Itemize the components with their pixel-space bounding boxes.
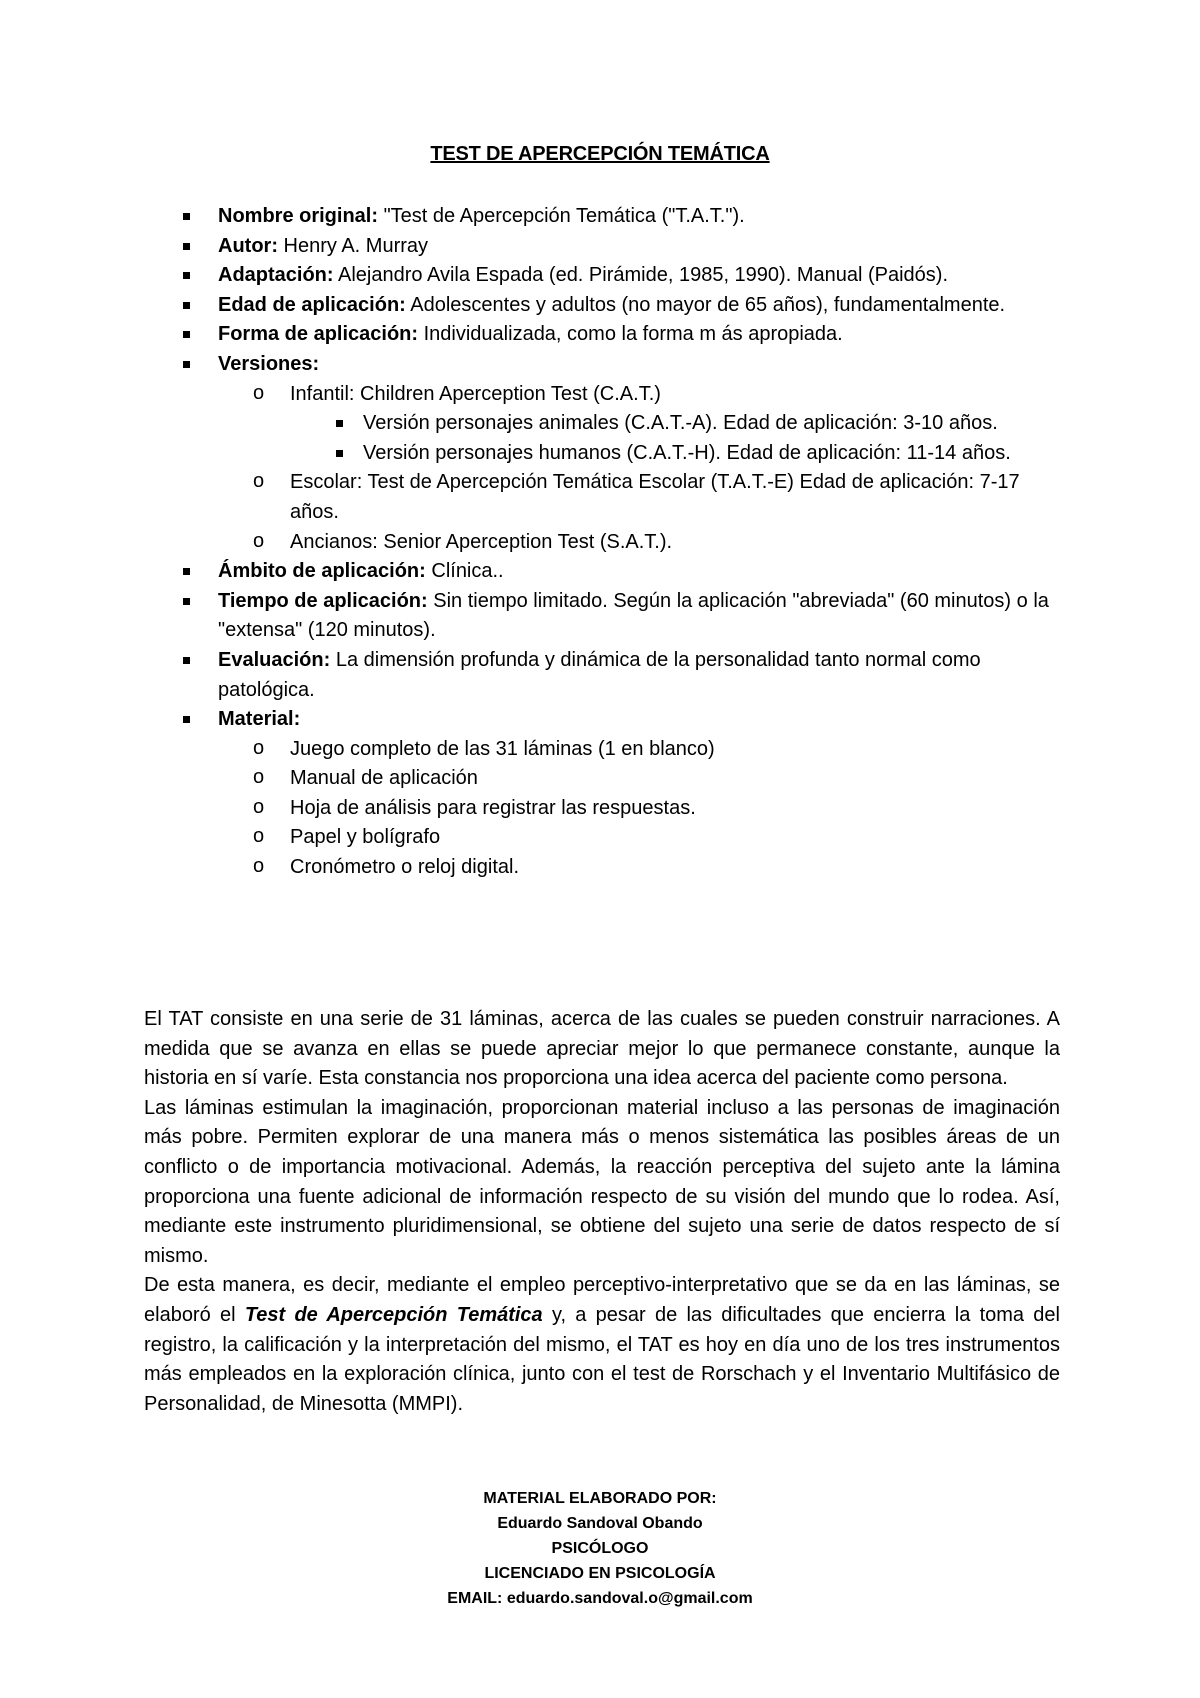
paragraph-1: El TAT consiste en una serie de 31 láminas, acerca de las cuales se pueden construir narraciones. A medida que se avanza en ellas se puede apreciar mejor lo que permanece constante, aunque la historia en sí varíe. Esta constancia nos proporciona una idea acerca del paciente como persona. bbox=[144, 1008, 1060, 1090]
fact-value: Adolescentes y adultos (no mayor de 65 años), fundamentalmente. bbox=[405, 293, 1006, 316]
fact-item-original-name bbox=[0, 202, 1080, 232]
fact-label: Nombre original: bbox=[218, 205, 379, 227]
fact-label: Edad de aplicación: bbox=[218, 293, 406, 316]
credits-author-name: Eduardo Sandoval Obando bbox=[497, 1515, 703, 1532]
material-item: o Juego completo de las 31 láminas (1 en blanco) bbox=[0, 735, 1070, 765]
paragraph-3-start: De esta manera, es decir, mediante el empleo perceptivo-interpretativo que se da en las láminas, se elaboró el bbox=[144, 1274, 1060, 1326]
version-text: Ancianos: Senior Aperception Test (S.A.T.). bbox=[290, 530, 673, 553]
material-item: o Hoja de análisis para registrar las respuestas. bbox=[0, 794, 1070, 824]
fact-value: Clínica.. bbox=[425, 560, 504, 583]
fact-item-adaptation bbox=[0, 261, 1080, 291]
fact-list bbox=[0, 202, 1200, 883]
author-credits bbox=[0, 1486, 1200, 1611]
materials-list bbox=[218, 735, 1080, 883]
paragraph-3-end: y, a pesar de las dificultades que encierra la toma del registro, la calificación y la interpretación del mismo, el TAT es hoy en día uno de los tres instrumentos más empleados en la exploración clínica, junto con el test de Rorschach y el Inventario Multifásico de Personalidad, de Minesotta (MMPI). bbox=[144, 1303, 1060, 1415]
fact-label: Evaluación: bbox=[218, 648, 331, 671]
fact-value: Alejandro Avila Espada (ed. Pirámide, 1985, 1990). Manual (Paidós). bbox=[333, 264, 949, 287]
fact-value: "Test de Apercepción Temática ("T.A.T."). bbox=[378, 205, 745, 227]
fact-item-material bbox=[0, 705, 1080, 883]
credits-email: EMAIL: eduardo.sandoval.o@gmail.com bbox=[447, 1590, 753, 1607]
fact-item-evaluation bbox=[0, 646, 1080, 705]
fact-item-versions bbox=[0, 350, 1080, 557]
material-item: o Papel y bolígrafo bbox=[0, 823, 1070, 853]
version-item-escolar bbox=[0, 468, 1070, 527]
version-item-ancianos bbox=[0, 528, 1070, 558]
fact-label: Autor: bbox=[218, 234, 278, 257]
credits-profession: PSICÓLOGO bbox=[551, 1540, 649, 1557]
versions-list bbox=[218, 380, 1080, 558]
fact-label: Material: bbox=[218, 708, 301, 731]
fact-value: Henry A. Murray bbox=[277, 234, 429, 257]
material-item: o Manual de aplicación bbox=[0, 764, 1070, 794]
fact-label: Versiones: bbox=[218, 352, 320, 375]
fact-item-age bbox=[0, 291, 1080, 321]
credits-heading: MATERIAL ELABORADO POR: bbox=[483, 1490, 717, 1507]
fact-label: Adaptación: bbox=[218, 264, 334, 287]
material-item: o Cronómetro o reloj digital. bbox=[0, 853, 1070, 883]
body-text bbox=[144, 1005, 1060, 1419]
fact-item-author bbox=[0, 232, 1080, 262]
fact-value: La dimensión profunda y dinámica de la personalidad tanto normal como patológica. bbox=[218, 648, 981, 701]
fact-label: Forma de aplicación: bbox=[218, 323, 419, 346]
version-item-infantil bbox=[0, 380, 1070, 469]
fact-label: Ámbito de aplicación: bbox=[218, 560, 426, 583]
version-text: Escolar: Test de Apercepción Temática Escolar (T.A.T.-E) Edad de aplicación: 7-17 años. bbox=[290, 471, 1020, 523]
document-title: TEST DE APERCEPCIÓN TEMÁTICA bbox=[430, 143, 770, 165]
fact-item-scope bbox=[0, 557, 1080, 587]
infantil-sub-item: Versión personajes humanos (C.A.T.-H). Edad de aplicación: 11-14 años. bbox=[0, 439, 1070, 469]
infantil-sublist bbox=[290, 409, 1070, 468]
paragraph-3 bbox=[144, 1271, 1060, 1419]
paragraph-2: Las láminas estimulan la imaginación, proporcionan material incluso a las personas de imaginación más pobre. Permiten explorar de una manera más o menos sistemática las posibles áreas de un conflicto o de importancia motivacional. Además, la reacción perceptiva del sujeto ante la lámina proporciona una fuente adicional de información respecto de su visión del mundo que lo rodea. Así, mediante este instrumento pluridimensional, se obtiene del sujeto una serie de datos respecto de sí mismo. bbox=[144, 1096, 1060, 1267]
infantil-sub-item: Versión personajes animales (C.A.T.-A). Edad de aplicación: 3-10 años. bbox=[0, 409, 1070, 439]
credits-degree: LICENCIADO EN PSICOLOGÍA bbox=[484, 1565, 716, 1582]
version-text: Infantil: Children Aperception Test (C.A.T.) bbox=[290, 382, 661, 405]
fact-item-application-form bbox=[0, 320, 1080, 350]
fact-item-time bbox=[0, 587, 1080, 646]
fact-value: Sin tiempo limitado. Según la aplicación "abreviada" (60 minutos) o la "extensa" (120 minutos). bbox=[218, 589, 1049, 642]
fact-value: Individualizada, como la forma m ás apropiada. bbox=[418, 323, 843, 346]
paragraph-3-emphasis: Test de Apercepción Temática bbox=[244, 1303, 543, 1326]
fact-label: Tiempo de aplicación: bbox=[218, 589, 428, 612]
